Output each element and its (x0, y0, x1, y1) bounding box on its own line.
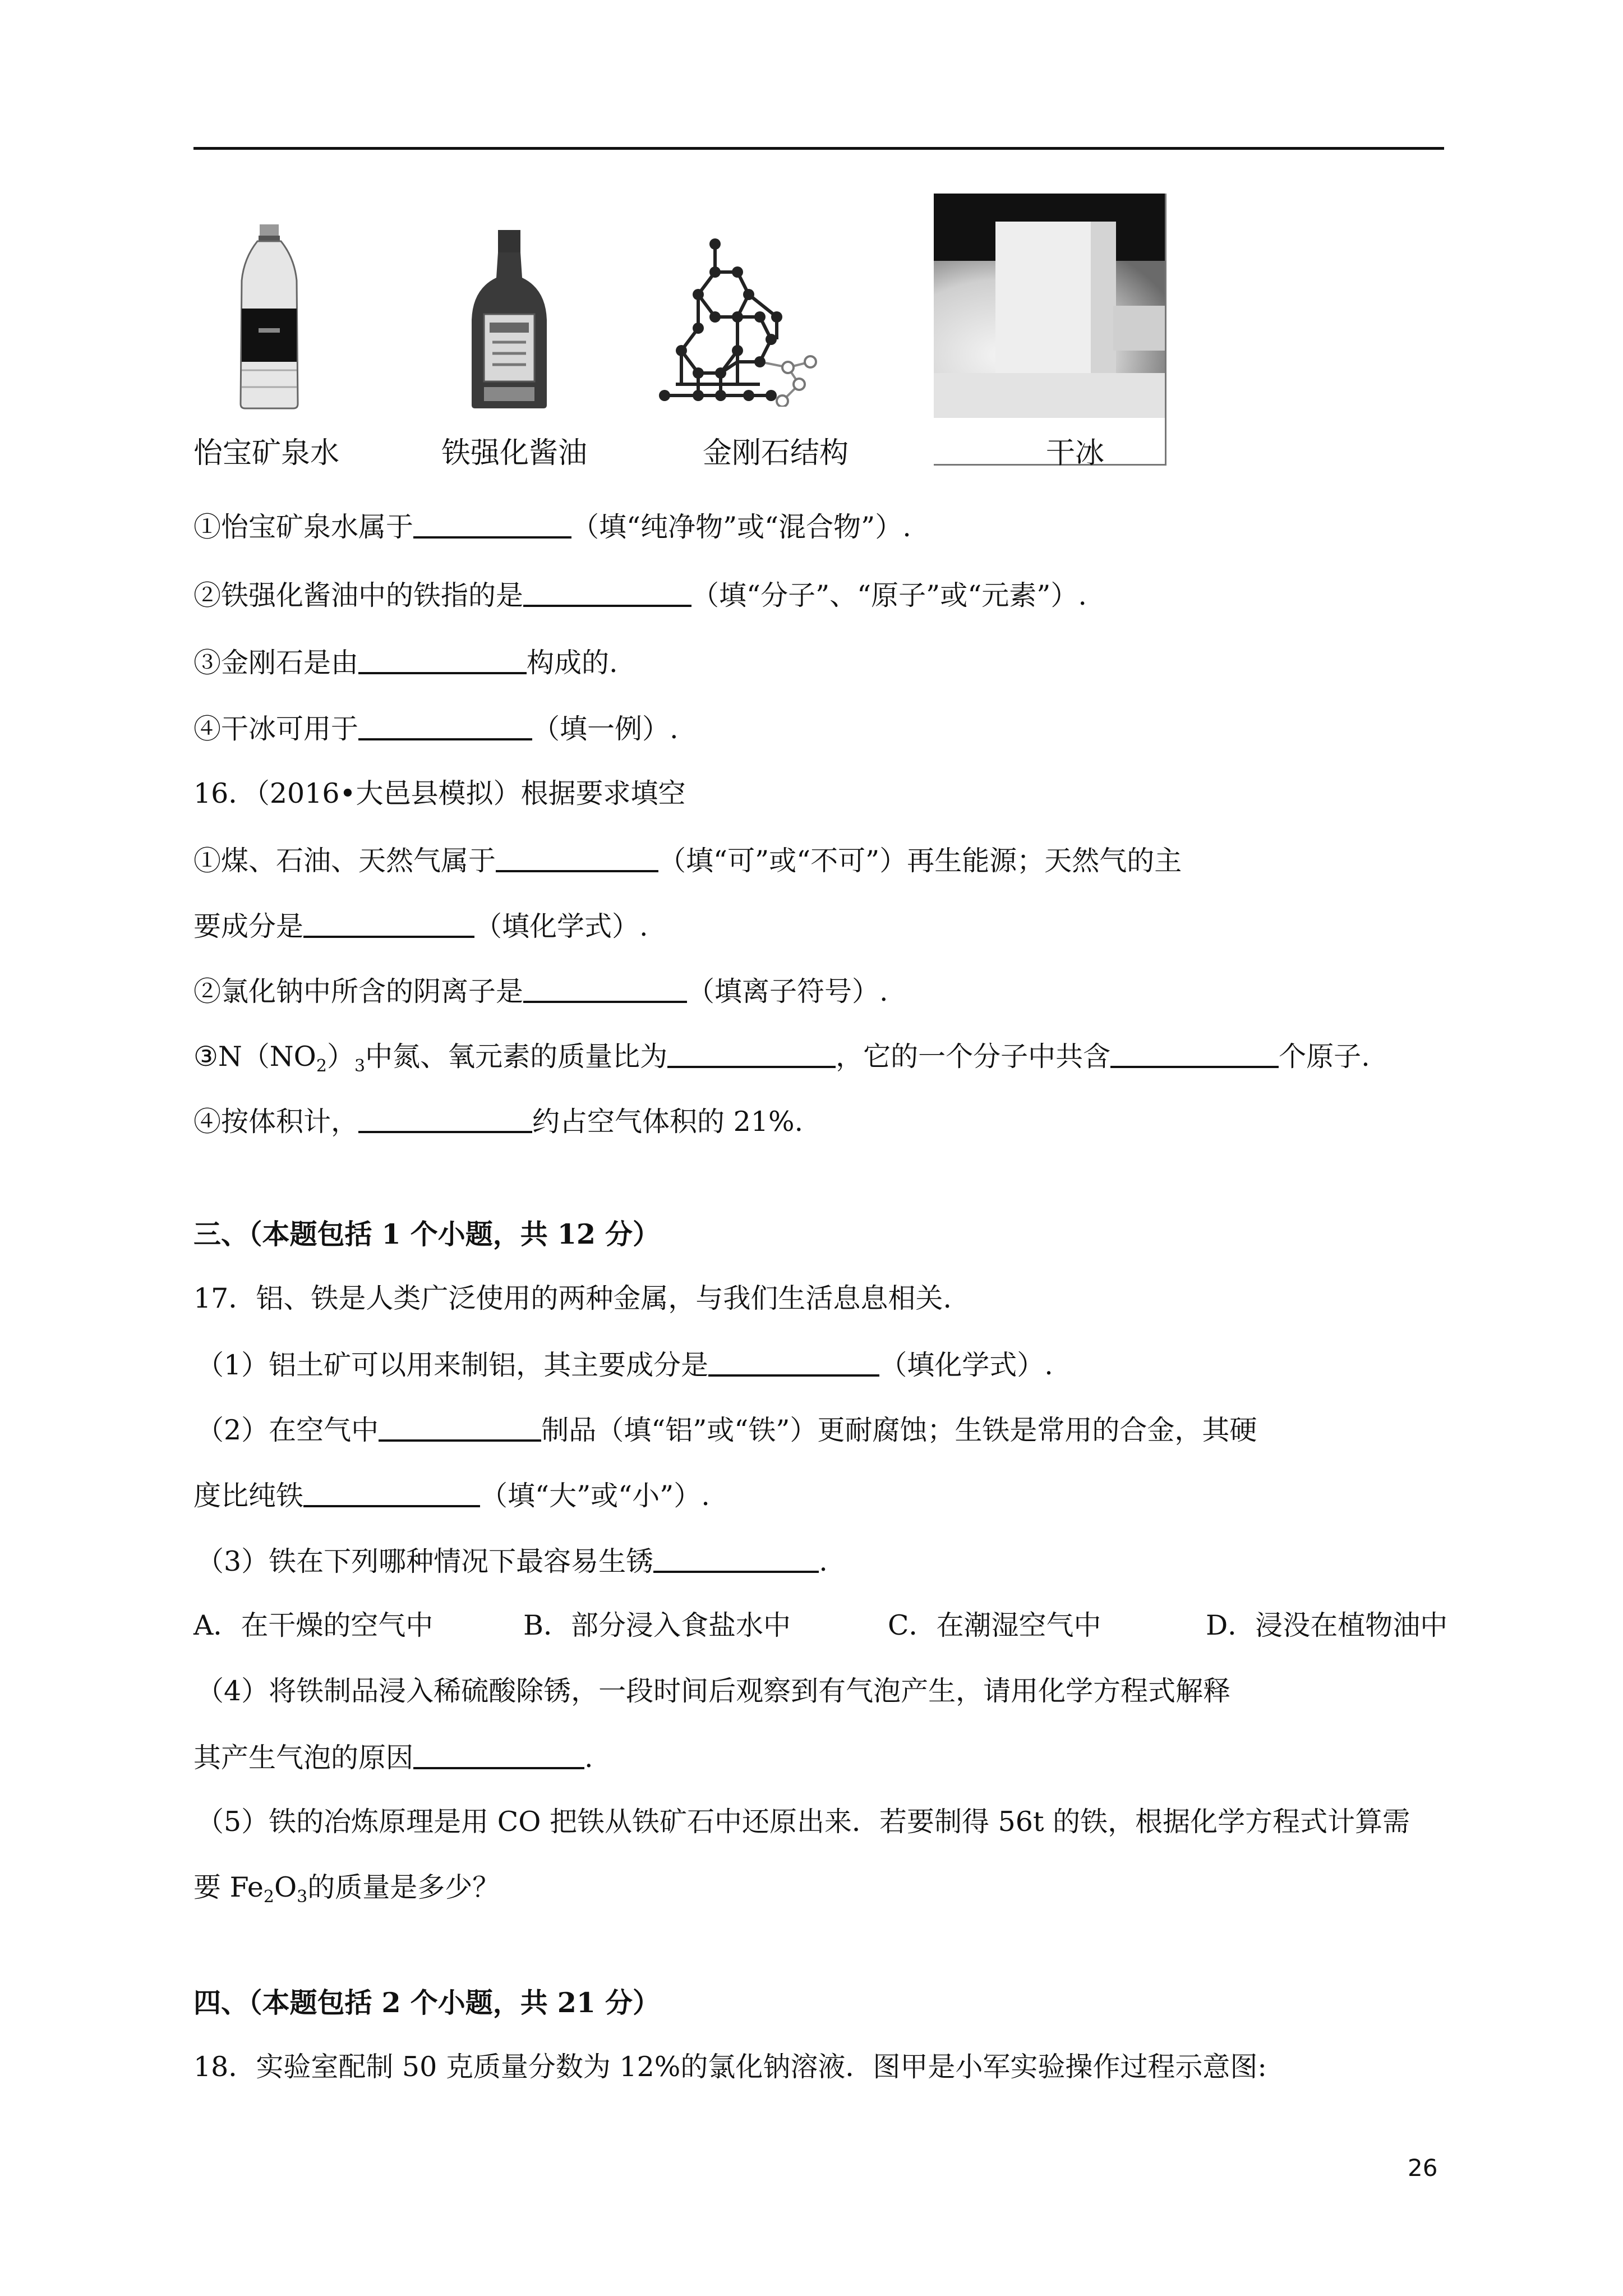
diamond-structure-image (659, 233, 822, 407)
caption-mineral-water: 怡宝矿泉水 (193, 436, 340, 470)
option-d[interactable]: D．浸没在植物油中 (1206, 1609, 1448, 1641)
option-a[interactable]: A．在干燥的空气中 (193, 1609, 434, 1641)
q17-part-4: （4）将铁制品浸入稀硫酸除锈，一段时间后观察到有气泡产生，请用化学方程式解释 (196, 1675, 1231, 1707)
q15-item-2: ②铁强化酱油中的铁指的是 （填“分子”、“原子”或“元素”）. (193, 578, 1087, 613)
q16-item-4: ④按体积计， 约占空气体积的 21%. (193, 1104, 803, 1139)
dry-ice-image (934, 194, 1165, 418)
question-figure (193, 194, 1166, 470)
answer-blank[interactable] (413, 1740, 584, 1769)
option-c[interactable]: C．在潮湿空气中 (888, 1609, 1101, 1641)
answer-blank[interactable] (523, 974, 687, 1003)
answer-blank[interactable] (358, 645, 527, 674)
q15-item-3: ③金刚石是由 构成的. (193, 645, 618, 680)
section-3-heading: 三、（本题包括 1 个小题，共 12 分） (193, 1218, 661, 1250)
answer-blank[interactable] (496, 843, 658, 872)
caption-dry-ice: 干冰 (1046, 436, 1105, 470)
header-rule (193, 147, 1444, 150)
page-number: 26 (1408, 2154, 1438, 2182)
q17-part-1: （1）铝土矿可以用来制铝，其主要成分是 （填化学式）. (196, 1347, 1053, 1382)
q17-part-3: （3）铁在下列哪种情况下最容易生锈 . (196, 1544, 828, 1579)
q17-part-2: （2）在空气中 制品（填“铝”或“铁”）更耐腐蚀；生铁是常用的合金，其硬 (196, 1412, 1257, 1447)
q16-item-1-cont: 要成分是 （填化学式）. (193, 909, 648, 944)
section-4-heading: 四、（本题包括 2 个小题，共 21 分） (193, 1986, 661, 2019)
answer-blank[interactable] (303, 1478, 480, 1507)
q17-part-5-cont: 要 $Fe_2O_3$的质量是多少？ (193, 1871, 500, 1907)
q16-item-1: ①煤、石油、天然气属于 （填“可”或“不可”）再生能源；天然气的主 (193, 843, 1182, 878)
answer-blank[interactable] (523, 578, 691, 607)
q16-title: 16．（2016•大邑县模拟）根据要求填空 (193, 777, 686, 809)
q15-item-1: ①怡宝矿泉水属于 （填“纯净物”或“混合物”）. (193, 509, 911, 544)
answer-blank[interactable] (653, 1544, 819, 1573)
q15-item-4: ④干冰可用于 （填一例）. (193, 711, 679, 746)
figure-frame-right (1165, 194, 1166, 466)
option-b[interactable]: B．部分浸入食盐水中 (523, 1609, 791, 1641)
answer-blank[interactable] (1110, 1039, 1279, 1068)
q16-item-3: $③N(NO_2)_3$中氮、氧元素的质量比为 ，它的一个分子中共含 个原子. (193, 1039, 1370, 1083)
q16-item-2: ②氯化钠中所含的阴离子是 （填离子符号）. (193, 974, 888, 1009)
answer-blank[interactable] (303, 909, 474, 938)
caption-soy-sauce: 铁强化酱油 (441, 436, 588, 470)
answer-blank[interactable] (667, 1039, 836, 1068)
answer-blank[interactable] (358, 1104, 532, 1133)
q17-part-4-cont: 其产生气泡的原因 . (193, 1740, 593, 1775)
q17-part-2-cont: 度比纯铁 （填“大”或“小”）. (193, 1478, 710, 1513)
q18-title: 18．实验室配制 50 克质量分数为 12%的氯化钠溶液．图甲是小军实验操作过程示意图: (193, 2051, 1267, 2083)
answer-blank[interactable] (379, 1412, 541, 1442)
soy-sauce-bottle-image (467, 230, 551, 409)
q17-part-5: （5）铁的冶炼原理是用 CO 把铁从铁矿石中还原出来．若要制得 56t 的铁，根据化学方程式计算需 (196, 1806, 1410, 1838)
q17-title: 17．铝、铁是人类广泛使用的两种金属，与我们生活息息相关. (193, 1282, 952, 1314)
answer-blank[interactable] (358, 711, 532, 740)
caption-diamond: 金刚石结构 (703, 436, 849, 470)
answer-blank[interactable] (708, 1347, 879, 1377)
answer-blank[interactable] (413, 509, 571, 539)
water-bottle-image (233, 224, 306, 409)
